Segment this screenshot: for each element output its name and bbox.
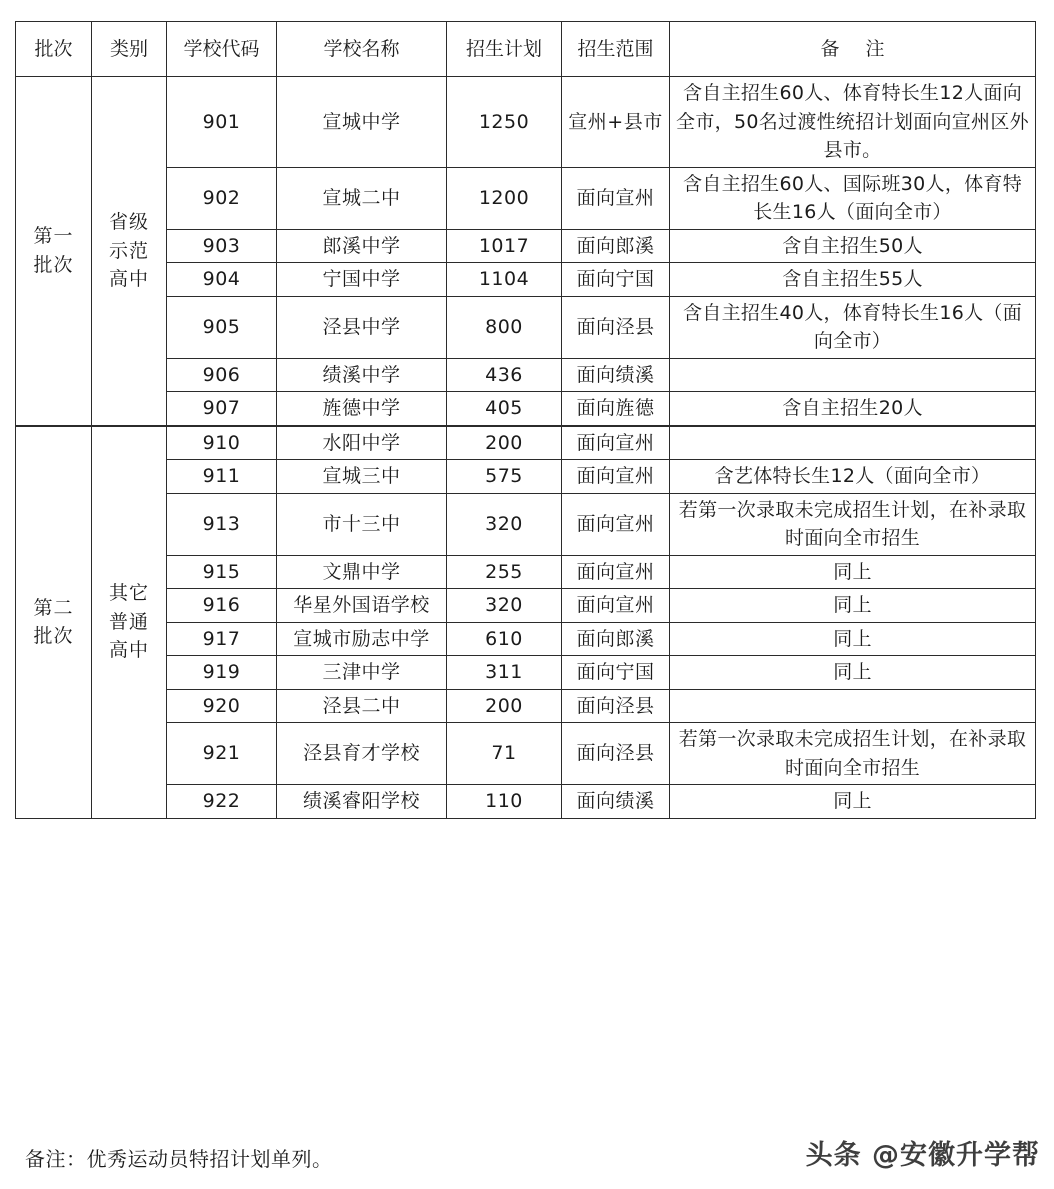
school-code-cell: 916 [167,589,277,623]
school-name-cell: 绩溪中学 [277,358,447,392]
school-code-cell: 919 [167,656,277,690]
category-cell [92,426,167,819]
remark-cell: 若第一次录取未完成招生计划，在补录取时面向全市招生 [670,723,1036,785]
school-name-cell: 华星外国语学校 [277,589,447,623]
table-row [16,589,1036,623]
table-row [16,622,1036,656]
school-name-cell: 市十三中 [277,493,447,555]
column-header-enrollment-scope: 招生范围 [562,22,670,77]
enrollment-scope-cell: 面向宣州 [562,493,670,555]
school-name-cell: 三津中学 [277,656,447,690]
table-row [16,229,1036,263]
remark-cell: 含自主招生50人 [670,229,1036,263]
school-name-cell: 宣城三中 [277,460,447,494]
school-name-cell: 泾县二中 [277,689,447,723]
table-row [16,296,1036,358]
table-row [16,785,1036,819]
school-name-cell: 宣城市励志中学 [277,622,447,656]
enrollment-plan-cell: 200 [447,426,562,460]
enrollment-plan-cell: 436 [447,358,562,392]
remark-cell: 同上 [670,656,1036,690]
header-row [16,22,1036,77]
school-name-cell: 泾县育才学校 [277,723,447,785]
school-code-cell: 917 [167,622,277,656]
table-row [16,555,1036,589]
enrollment-plan-cell: 1200 [447,167,562,229]
school-code-cell: 920 [167,689,277,723]
enrollment-scope-cell: 面向宣州 [562,589,670,623]
school-code-cell: 915 [167,555,277,589]
enrollment-scope-cell: 面向绩溪 [562,358,670,392]
school-name-cell: 郎溪中学 [277,229,447,263]
remark-cell: 含自主招生40人，体育特长生16人（面向全市） [670,296,1036,358]
category-line: 示范 [108,239,149,262]
batch-line: 第二 [33,596,74,619]
remark-cell: 含自主招生60人、国际班30人，体育特长生16人（面向全市） [670,167,1036,229]
table-row [16,358,1036,392]
school-code-cell: 901 [167,77,277,168]
enrollment-scope-cell: 面向泾县 [562,723,670,785]
enrollment-plan-cell: 800 [447,296,562,358]
enrollment-scope-cell: 面向泾县 [562,296,670,358]
enrollment-plan-cell: 320 [447,589,562,623]
enrollment-plan-cell: 575 [447,460,562,494]
batch-cell [16,426,92,819]
remark-cell: 同上 [670,622,1036,656]
enrollment-plan-cell: 255 [447,555,562,589]
table-row [16,77,1036,168]
school-name-cell: 泾县中学 [277,296,447,358]
enrollment-plan-cell: 1017 [447,229,562,263]
school-name-cell: 文鼎中学 [277,555,447,589]
enrollment-plan-cell: 1250 [447,77,562,168]
table-row [16,263,1036,297]
table-row [16,392,1036,426]
enrollment-scope-cell: 面向旌德 [562,392,670,426]
column-header-batch: 批次 [16,22,92,77]
enrollment-plan-cell: 200 [447,689,562,723]
enrollment-plan-table-container [15,21,1035,819]
category-line: 普通 [108,610,149,633]
enrollment-plan-cell: 71 [447,723,562,785]
table-row [16,460,1036,494]
category-line: 省级 [108,211,149,233]
enrollment-scope-cell: 面向宣州 [562,167,670,229]
enrollment-scope-cell: 面向郎溪 [562,622,670,656]
batch-line: 第一 [33,225,74,248]
enrollment-scope-cell: 面向郎溪 [562,229,670,263]
table-row [16,723,1036,785]
column-header-school-code: 学校代码 [167,22,277,77]
batch-cell [16,77,92,426]
batch-line: 批次 [33,253,74,276]
category-line: 其它 [108,582,149,605]
remark-cell: 同上 [670,785,1036,819]
school-name-cell: 绩溪睿阳学校 [277,785,447,819]
table-header [16,22,1036,77]
remark-cell: 含自主招生55人 [670,263,1036,297]
category-cell [92,77,167,426]
enrollment-plan-cell: 405 [447,392,562,426]
category-line: 高中 [108,268,149,290]
enrollment-plan-cell: 110 [447,785,562,819]
table-row [16,656,1036,690]
table-row [16,167,1036,229]
enrollment-plan-cell: 610 [447,622,562,656]
title-remnant [0,0,1054,19]
school-name-cell: 水阳中学 [277,426,447,460]
enrollment-plan-cell: 311 [447,656,562,690]
enrollment-plan-cell: 1104 [447,263,562,297]
remark-cell [670,689,1036,723]
remark-cell: 含自主招生60人、体育特长生12人面向全市，50名过渡性统招计划面向宣州区外县市。 [670,77,1036,168]
school-code-cell: 921 [167,723,277,785]
school-code-cell: 904 [167,263,277,297]
remark-cell: 若第一次录取未完成招生计划，在补录取时面向全市招生 [670,493,1036,555]
school-code-cell: 902 [167,167,277,229]
footnote: 备注：优秀运动员特招计划单列。 [25,1147,333,1171]
remark-cell [670,426,1036,460]
remark-cell: 含艺体特长生12人（面向全市） [670,460,1036,494]
column-header-remark: 备 注 [670,22,1036,77]
enrollment-scope-cell: 面向绩溪 [562,785,670,819]
watermark: 头条 @安徽升学帮 [805,1140,1040,1171]
category-line: 高中 [108,639,149,662]
table-row [16,426,1036,460]
school-name-cell: 旌德中学 [277,392,447,426]
school-code-cell: 910 [167,426,277,460]
school-code-cell: 907 [167,392,277,426]
enrollment-scope-cell: 宣州+县市 [562,77,670,168]
school-code-cell: 911 [167,460,277,494]
school-code-cell: 903 [167,229,277,263]
remark-cell: 含自主招生20人 [670,392,1036,426]
column-header-school-name: 学校名称 [277,22,447,77]
school-code-cell: 913 [167,493,277,555]
enrollment-plan-cell: 320 [447,493,562,555]
table-row [16,689,1036,723]
table-row [16,493,1036,555]
table-body [16,77,1036,819]
school-code-cell: 906 [167,358,277,392]
school-name-cell: 宁国中学 [277,263,447,297]
remark-cell: 同上 [670,589,1036,623]
column-header-category: 类别 [92,22,167,77]
enrollment-plan-table [15,21,1036,819]
school-code-cell: 905 [167,296,277,358]
school-name-cell: 宣城中学 [277,77,447,168]
remark-cell: 同上 [670,555,1036,589]
enrollment-scope-cell: 面向宣州 [562,426,670,460]
remark-cell [670,358,1036,392]
enrollment-scope-cell: 面向宁国 [562,656,670,690]
column-header-enrollment-plan: 招生计划 [447,22,562,77]
batch-line: 批次 [33,625,74,647]
enrollment-scope-cell: 面向宣州 [562,460,670,494]
school-code-cell: 922 [167,785,277,819]
enrollment-scope-cell: 面向宣州 [562,555,670,589]
enrollment-scope-cell: 面向宁国 [562,263,670,297]
school-name-cell: 宣城二中 [277,167,447,229]
enrollment-scope-cell: 面向泾县 [562,689,670,723]
